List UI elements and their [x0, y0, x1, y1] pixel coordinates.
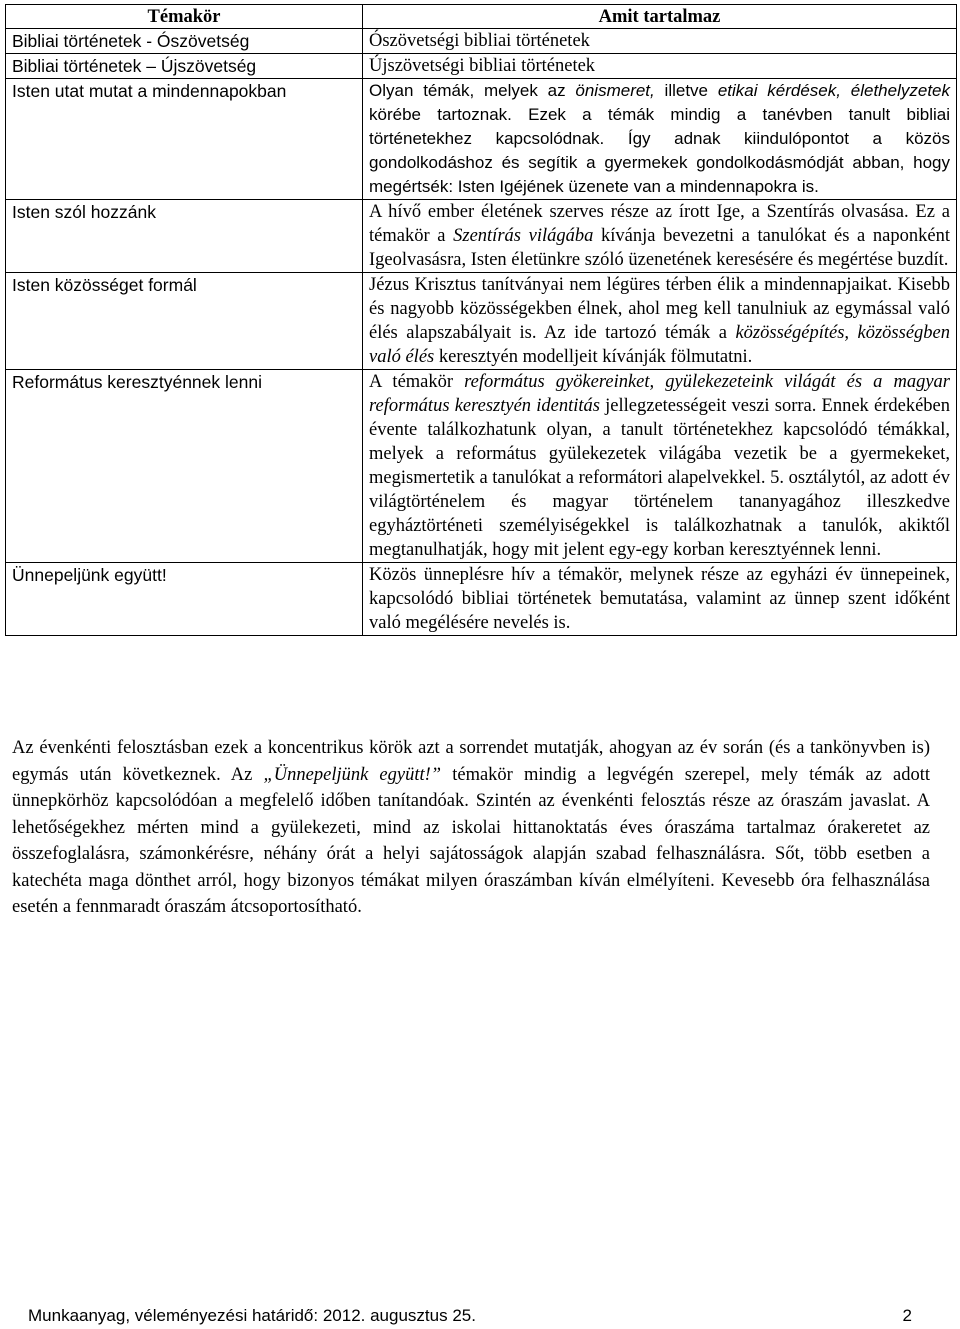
description-emphasis: közösségépítés, közösségben való élés — [369, 323, 951, 367]
description-text: illetve — [654, 81, 718, 100]
description-text: keresztyén modelljeit kívánják fölmutatni. — [434, 347, 753, 367]
description-cell: Közös ünneplésre hív a témakör, melynek része az egyházi év ünnepeinek, kapcsolódó bibliai történetek bemutatása, valamint az ünnep szent időként való megélésére nevelés is. — [363, 563, 957, 636]
table-row — [6, 54, 957, 79]
column-header-topic: Témakör — [6, 5, 363, 29]
topics-table — [5, 4, 957, 636]
column-header-content: Amit tartalmaz — [363, 5, 957, 29]
topic-cell: Református keresztyénnek lenni — [6, 370, 363, 563]
topic-cell: Isten közösséget formál — [6, 273, 363, 370]
topic-cell: Ünnepeljünk együtt! — [6, 563, 363, 636]
description-emphasis: önismeret, — [575, 81, 655, 100]
description-cell: Újszövetségi bibliai történetek — [363, 54, 957, 79]
table-row — [6, 370, 957, 563]
table-row — [6, 29, 957, 54]
description-cell — [363, 79, 957, 200]
table-row — [6, 273, 957, 370]
paragraph-text: Az évenkénti felosztásban ezek a koncentrikus körök azt a sorrendet mutatják, ahogyan az év során (és a tankönyvben is) egymás után következnek. Az — [12, 738, 930, 785]
topic-cell: Bibliai történetek – Újszövetség — [6, 54, 363, 79]
page-number: 2 — [902, 1306, 912, 1325]
table-row — [6, 563, 957, 636]
page-footer — [28, 1306, 918, 1326]
paragraph-emphasis: „Ünnepeljünk együtt!” — [263, 764, 442, 785]
description-text: jellegzetességeit veszi sorra. Ennek érdekében évente találkozhatunk olyan, a tanult történetekhez kapcsolódó témákkal, melyek a református gyülekezetek világába vezetik be a gyermekeket, megismertetik a tanulókat a reformátori alapelvekkel. 5. osztálytól, az adott év világtörténelem és magyar történelem tananyagához illeszkedve egyháztörténeti személyiségekkel is találkozhatnak a tanulók, akiktől megtanulhatják, hogy mit jelent egy-egy korban keresztyénnek lenni. — [369, 396, 950, 560]
footer-text: Munkaanyag, véleményezési határidő: 2012. augusztus 25. — [28, 1306, 476, 1325]
table-row — [6, 200, 957, 273]
description-cell — [363, 273, 957, 370]
description-emphasis: református gyökereinket, gyülekezeteink világát és a magyar református keresztyén identitás — [369, 372, 950, 416]
description-emphasis: Szentírás világába — [453, 226, 594, 246]
description-text: Olyan témák, melyek az — [369, 81, 576, 100]
description-emphasis: etikai kérdések, élethelyzetek — [717, 81, 951, 100]
table-header-row — [6, 5, 957, 29]
topic-cell: Bibliai történetek - Ószövetség — [6, 29, 363, 54]
description-text: A témakör — [369, 372, 465, 392]
description-text: körébe tartoznak. Ezek a témák mindig a tanévben tanult bibliai történetekhez kapcsolódnak. Így adnak kiindulópontot a közös gondolkodáshoz és segítik a gyermekek gondolkodásmódját abban, hogy megértsék: Isten Igéjének üzenete van a mindennapokra is. — [369, 105, 950, 196]
description-text: Jézus Krisztus tanítványai nem légüres térben élik a mindennapjaikat. Kisebb és nagyobb közösségekben élnek, ahol meg kell tanulniuk az egymással való élés alapszabályait is. Az ide tartozó témák a — [369, 275, 950, 343]
description-cell — [363, 200, 957, 273]
topic-cell: Isten szól hozzánk — [6, 200, 363, 273]
paragraph-text: témakör mindig a legvégén szerepel, mely témák az adott ünnepkörhöz kapcsolódóan a megfelelő időben tanítandóak. Szintén az évenkénti felosztás része az óraszám javaslat. A lehetőségekhez mérten mind a gyülekezeti, mind az iskolai hittanoktatás éves óraszáma tartalmaz órakeretet az összefoglalásra, számonkérésre, néhány órát a helyi sajátosságok alapján szabad felhasználásra. Sőt, több esetben a katechéta maga dönthet arról, hogy bizonyos témákat milyen óraszámban kíván elmélyíteni. Kevesebb óra felhasználása esetén a fennmaradt óraszám átcsoportosítható. — [12, 764, 931, 917]
table-row — [6, 79, 957, 200]
topic-cell: Isten utat mutat a mindennapokban — [6, 79, 363, 200]
description-text: A hívő ember életének szerves része az írott Ige, a Szentírás olvasása. Ez a témakör a — [369, 202, 950, 246]
description-text: kívánja bevezetni a tanulókat és a naponként Igeolvasásra, Isten életünkre szóló üzenetének keresésére és megértése buzdít. — [369, 226, 950, 270]
description-cell: Ószövetségi bibliai történetek — [363, 29, 957, 54]
body-paragraph — [12, 735, 930, 921]
description-cell — [363, 370, 957, 563]
